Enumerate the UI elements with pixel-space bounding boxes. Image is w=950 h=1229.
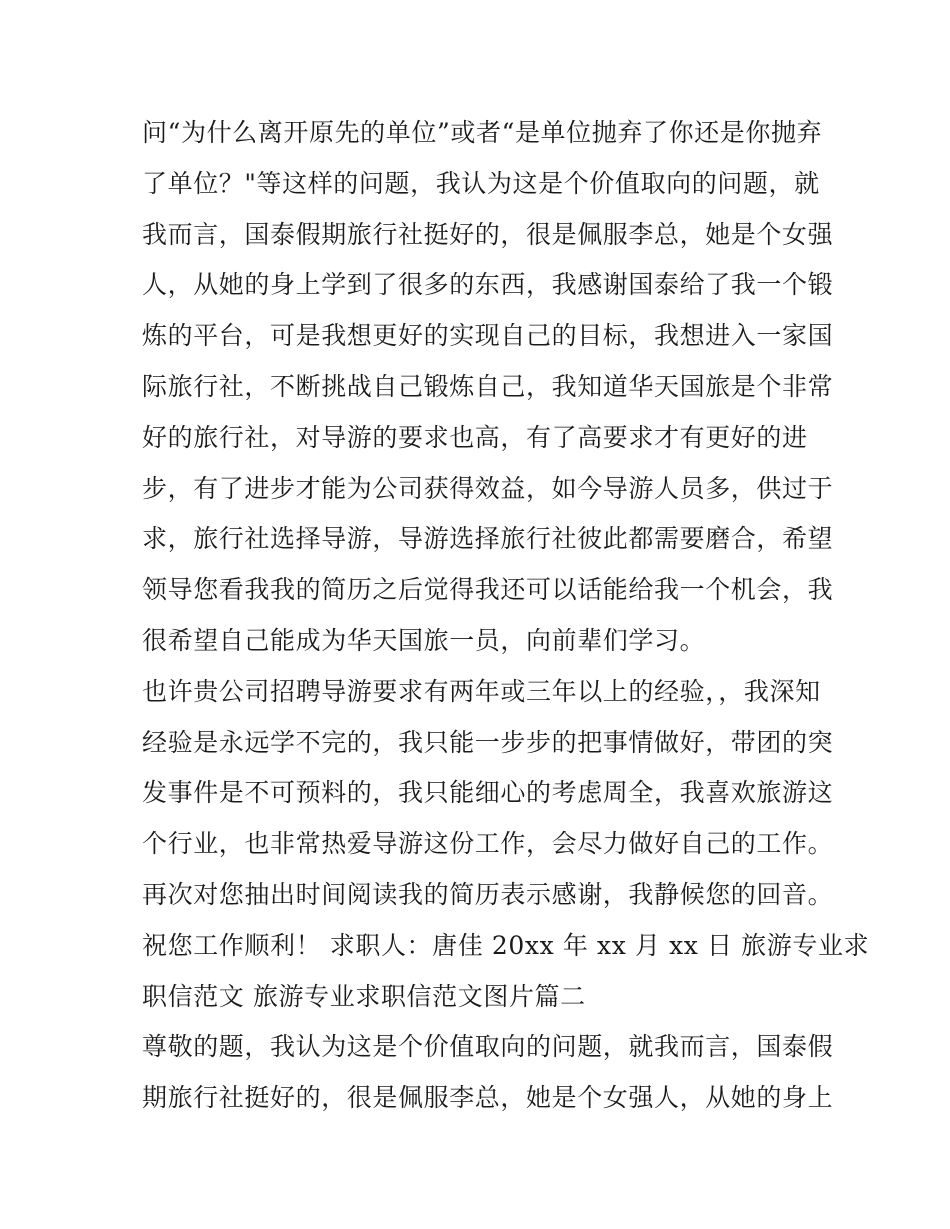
text-line: 尊敬的题，我认为这是个价值取向的问题，就我而言，国泰假 (142, 1032, 834, 1062)
text-line: 发事件是不可预料的，我只能细心的考虑周全，我喜欢旅游这 (142, 778, 834, 808)
text-line: 好的旅行社，对导游的要求也高，有了高要求才有更好的进 (142, 422, 808, 452)
text-line: 了单位？"等这样的问题，我认为这是个价值取向的问题，就 (142, 168, 820, 198)
document-body (142, 108, 870, 1124)
text-line: 很希望自己能成为华天国旅一员，向前辈们学习。 (142, 625, 706, 655)
text-line: 期旅行社挺好的，很是佩服李总，她是个女强人，从她的身上 (142, 1083, 834, 1113)
text-line: 人，从她的身上学到了很多的东西，我感谢国泰给了我一个锻 (142, 270, 834, 300)
text-line: 问“为什么离开原先的单位”或者“是单位抛弃了你还是你抛弃 (142, 118, 823, 147)
text-line: 再次对您抽出时间阅读我的简历表示感谢，我静候您的回音。 (142, 879, 834, 909)
text-line: 经验是永远学不完的，我只能一步步的把事情做好，带团的突 (142, 727, 834, 757)
text-line: 际旅行社，不断挑战自己锻炼自己，我知道华天国旅是个非常 (142, 371, 834, 401)
text-line: 我而言，国泰假期旅行社挺好的，很是佩服李总，她是个女强 (142, 219, 834, 249)
text-line: 职信范文 旅游专业求职信范文图片篇二 (142, 981, 586, 1011)
text-line: 祝您工作顺利！ 求职人：唐佳 20xx 年 xx 月 xx 日 旅游专业求 (142, 930, 870, 960)
text-line: 炼的平台，可是我想更好的实现自己的目标，我想进入一家国 (142, 321, 834, 351)
text-line: 也许贵公司招聘导游要求有两年或三年以上的经验，，我深知 (142, 676, 821, 706)
text-line: 步，有了进步才能为公司获得效益，如今导游人员多，供过于 (142, 473, 834, 503)
text-line: 领导您看我我的简历之后觉得我还可以话能给我一个机会，我 (142, 575, 834, 605)
text-line: 个行业，也非常热爱导游这份工作，会尽力做好自己的工作。 (142, 829, 834, 859)
text-line: 求，旅行社选择导游，导游选择旅行社彼此都需要磨合，希望 (142, 524, 834, 554)
